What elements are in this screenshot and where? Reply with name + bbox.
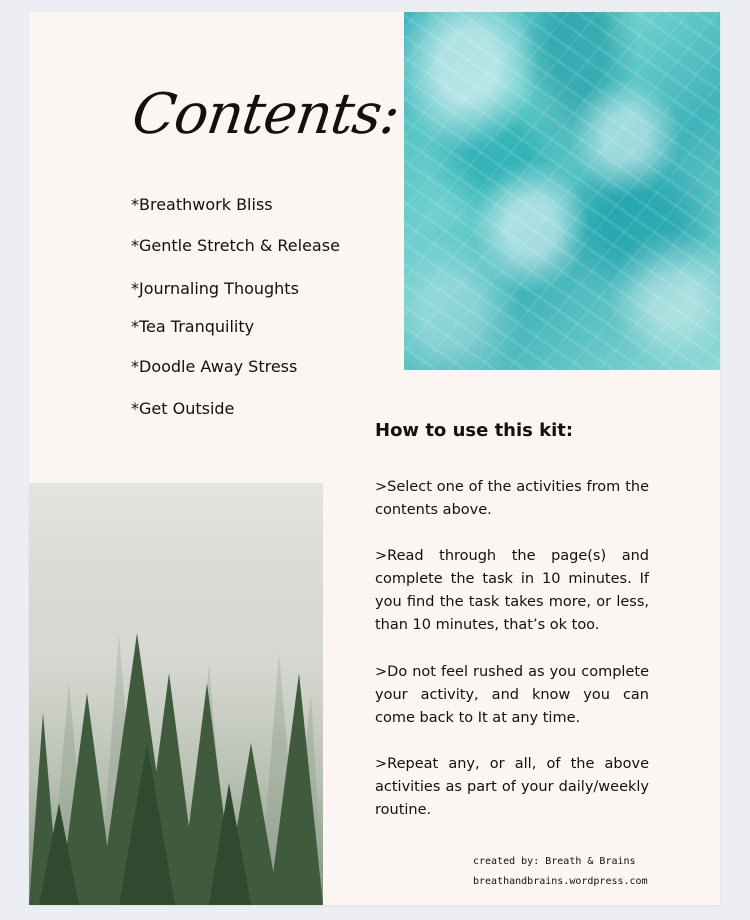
- pine-trees-illustration: [29, 483, 323, 905]
- misty-forest-photo: [29, 483, 323, 905]
- contents-item-tea: *Tea Tranquility: [131, 317, 255, 336]
- how-to-step: >Read through the page(s) and complete the task in 10 minutes. If you find the task takes more, or less, than 10 minutes, that’s ok too.: [375, 548, 649, 633]
- how-to-step: >Repeat any, or all, of the above activities as part of your daily/weekly routine.: [375, 756, 649, 818]
- contents-item-doodle: *Doodle Away Stress: [131, 357, 298, 376]
- how-to-section: [375, 420, 649, 818]
- document-page: [29, 12, 720, 905]
- contents-title: Contents:: [128, 82, 404, 147]
- how-to-step: >Do not feel rushed as you complete your activity, and know you can come back to It at any time.: [375, 664, 649, 726]
- contents-item-outside: *Get Outside: [131, 399, 235, 418]
- credit-author: created by: Breath & Brains: [473, 856, 636, 867]
- contents-item-journaling: *Journaling Thoughts: [131, 279, 299, 298]
- contents-item-breathwork: *Breathwork Bliss: [131, 195, 273, 214]
- contents-item-stretch: *Gentle Stretch & Release: [131, 236, 340, 255]
- how-to-heading: How to use this kit:: [375, 420, 574, 441]
- credit-block: [473, 852, 648, 892]
- ocean-water-photo: [404, 12, 720, 370]
- credit-website: breathandbrains.wordpress.com: [473, 876, 648, 887]
- how-to-step: >Select one of the activities from the contents above.: [375, 479, 649, 518]
